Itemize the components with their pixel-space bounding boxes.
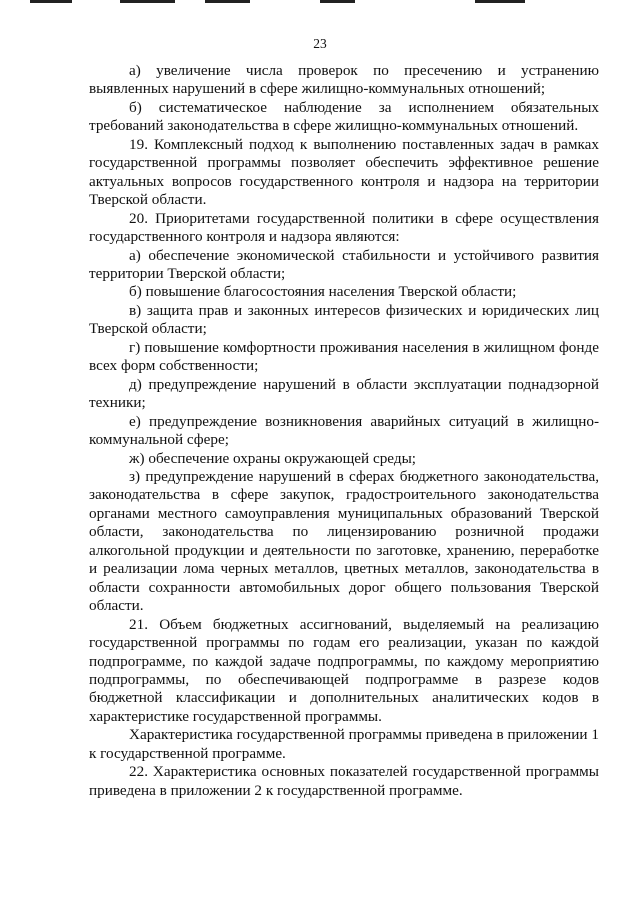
page-number: 23: [313, 36, 327, 51]
paragraph-characteristic: Характеристика государственной программы приведена в приложении 1 к государственной программе.: [89, 726, 599, 762]
priority-item-e: е) предупреждение возникновения аварийных ситуаций в жилищно-коммунальной сфере;: [89, 412, 599, 449]
scan-edge-mark: [475, 0, 525, 3]
priority-item-d: д) предупреждение нарушений в области эксплуатации поднадзорной техники;: [89, 375, 599, 412]
scan-edge-mark: [205, 0, 250, 3]
scan-edge-mark: [30, 0, 72, 3]
document-body: [89, 62, 599, 800]
priority-item-v: в) защита прав и законных интересов физических и юридических лиц Тверской области;: [89, 301, 599, 338]
priority-item-zh: ж) обеспечение охраны окружающей среды;: [129, 449, 416, 467]
paragraph-a-inspections: а) увеличение числа проверок по пресечению и устранению выявленных нарушений в сфере жилищно-коммунальных отношений;: [89, 62, 599, 98]
priority-item-b: б) повышение благосостояния населения Тверской области;: [129, 283, 517, 301]
scan-edge-mark: [320, 0, 355, 3]
priority-item-a: а) обеспечение экономической стабильности и устойчивого развития территории Тверской области;: [89, 246, 599, 282]
priority-item-g: г) повышение комфортности проживания населения в жилищном фонде всех форм собственности;: [89, 338, 599, 375]
paragraph-19: 19. Комплексный подход к выполнению поставленных задач в рамках государственной программы позволяет обеспечить эффективное решение актуальных вопросов государственного контроля и надзора на территории Тверской области.: [89, 135, 599, 209]
paragraph-22: 22. Характеристика основных показателей государственной программы приведена в приложении 2 к государственной программе.: [89, 763, 599, 799]
paragraph-21: 21. Объем бюджетных ассигнований, выделяемый на реализацию государственной программы по годам его реализации, указан по каждой подпрограмме, по каждой задаче подпрограммы, по каждому мероприятию подпрограммы, по обеспечивающей подпрограмме в разрезе кодов бюджетной классификации и дополнительных аналитических кодов в характеристике государственной программы.: [89, 615, 599, 725]
paragraph-20: 20. Приоритетами государственной политики в сфере осуществления государственного контроля и надзора являются:: [89, 209, 599, 246]
paragraph-b-monitoring: б) систематическое наблюдение за исполнением обязательных требований законодательства в сфере жилищно-коммунальных отношений.: [89, 98, 599, 135]
priority-item-z: з) предупреждение нарушений в сферах бюджетного законодательства, законодательства в сфере закупок, градостроительного законодательства органами местного самоуправления муниципальных образований Тверской области, законодательства по лицензированию розничной продажи алкогольной продукции и деятельности по заготовке, хранению, переработке и реализации лома черных металлов, цветных металлов, законодательства в области сохранности автомобильных дорог общего пользования Тверской области.: [89, 467, 599, 615]
scan-edge-mark: [120, 0, 175, 3]
